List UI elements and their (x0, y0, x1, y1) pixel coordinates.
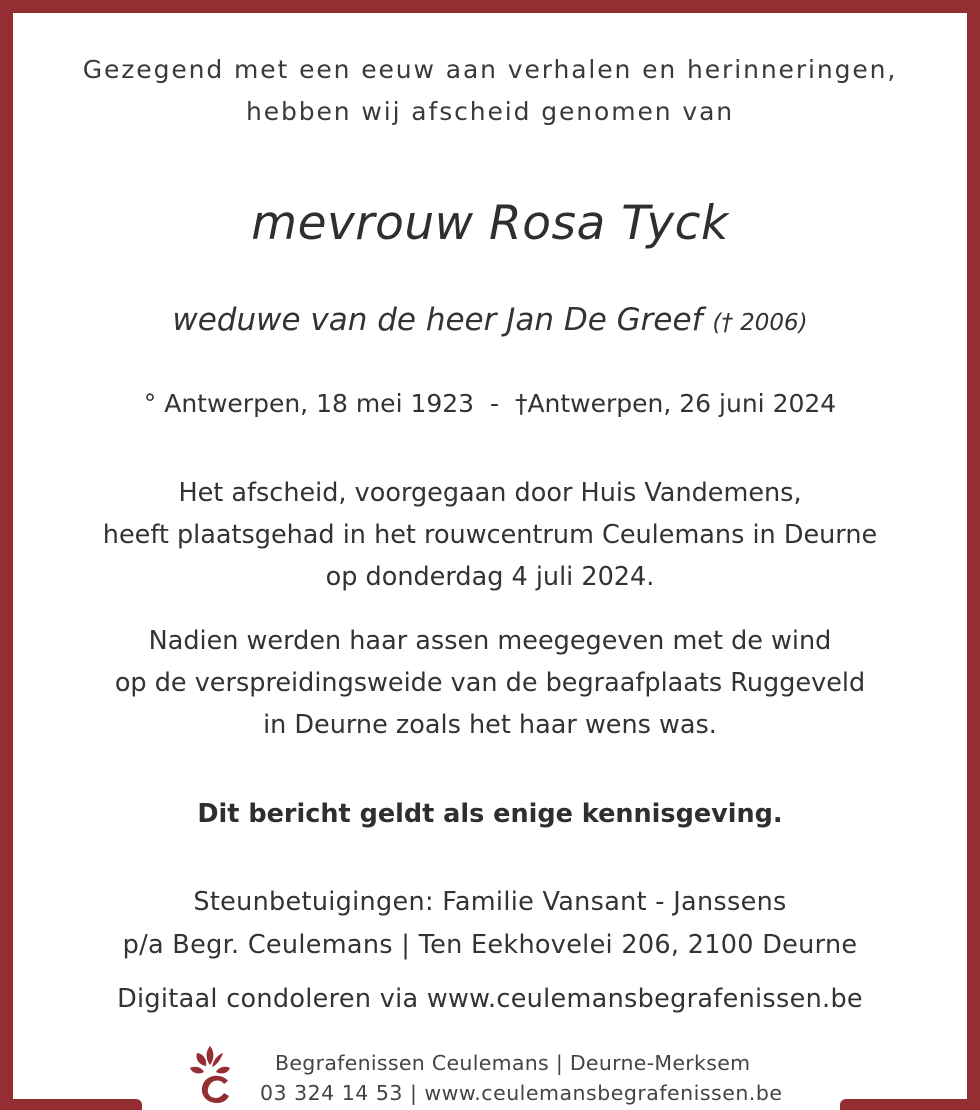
birth-date: ° Antwerpen, 18 mei 1923 (143, 389, 475, 418)
intro-line-2: hebben wij afscheid genomen van (245, 97, 735, 126)
online-condolence: Digitaal condoleren via www.ceulemansbegrafenissen.be (117, 984, 863, 1014)
ceulemans-logo-icon (188, 1044, 236, 1104)
death-date: †Antwerpen, 26 juni 2024 (514, 389, 837, 418)
widow-of-text: weduwe van de heer Jan De Greef (172, 302, 703, 338)
deceased-name: mevrouw Rosa Tyck (251, 196, 729, 251)
frame-bottom-left-border (0, 1099, 142, 1110)
frame-right-border (967, 0, 980, 1110)
footer-line-2: 03 324 14 53 | www.ceulemansbegrafenissen.be (260, 1081, 783, 1105)
notice-text: Dit bericht geldt als enige kennisgeving. (197, 799, 783, 829)
ashes-line-2: op de verspreidingsweide van de begraafplaats Ruggeveld (114, 668, 866, 698)
footer (188, 1044, 788, 1104)
ashes-line-1: Nadien werden haar assen meegegeven met de wind (148, 626, 832, 656)
widow-of-line (13, 302, 967, 338)
life-dates (13, 389, 967, 418)
footer-line-1: Begrafenissen Ceulemans | Deurne-Merksem (275, 1051, 751, 1075)
frame-left-border (0, 0, 13, 1110)
support-address: p/a Begr. Ceulemans | Ten Eekhovelei 206, 2100 Deurne (122, 930, 858, 960)
frame-top-border (0, 0, 980, 13)
widow-of-note: († 2006) (712, 310, 808, 336)
ceremony-line-3: op donderdag 4 juli 2024. (325, 562, 655, 592)
support-contact: Steunbetuigingen: Familie Vansant - Janssens (193, 887, 787, 917)
ceremony-line-1: Het afscheid, voorgegaan door Huis Vandemens, (178, 478, 802, 508)
intro-line-1: Gezegend met een eeuw aan verhalen en herinneringen, (82, 55, 898, 84)
ashes-line-3: in Deurne zoals het haar wens was. (263, 710, 717, 740)
ceremony-line-2: heeft plaatsgehad in het rouwcentrum Ceulemans in Deurne (102, 520, 878, 550)
frame-bottom-right-border (840, 1099, 980, 1110)
date-separator: - (490, 389, 500, 418)
